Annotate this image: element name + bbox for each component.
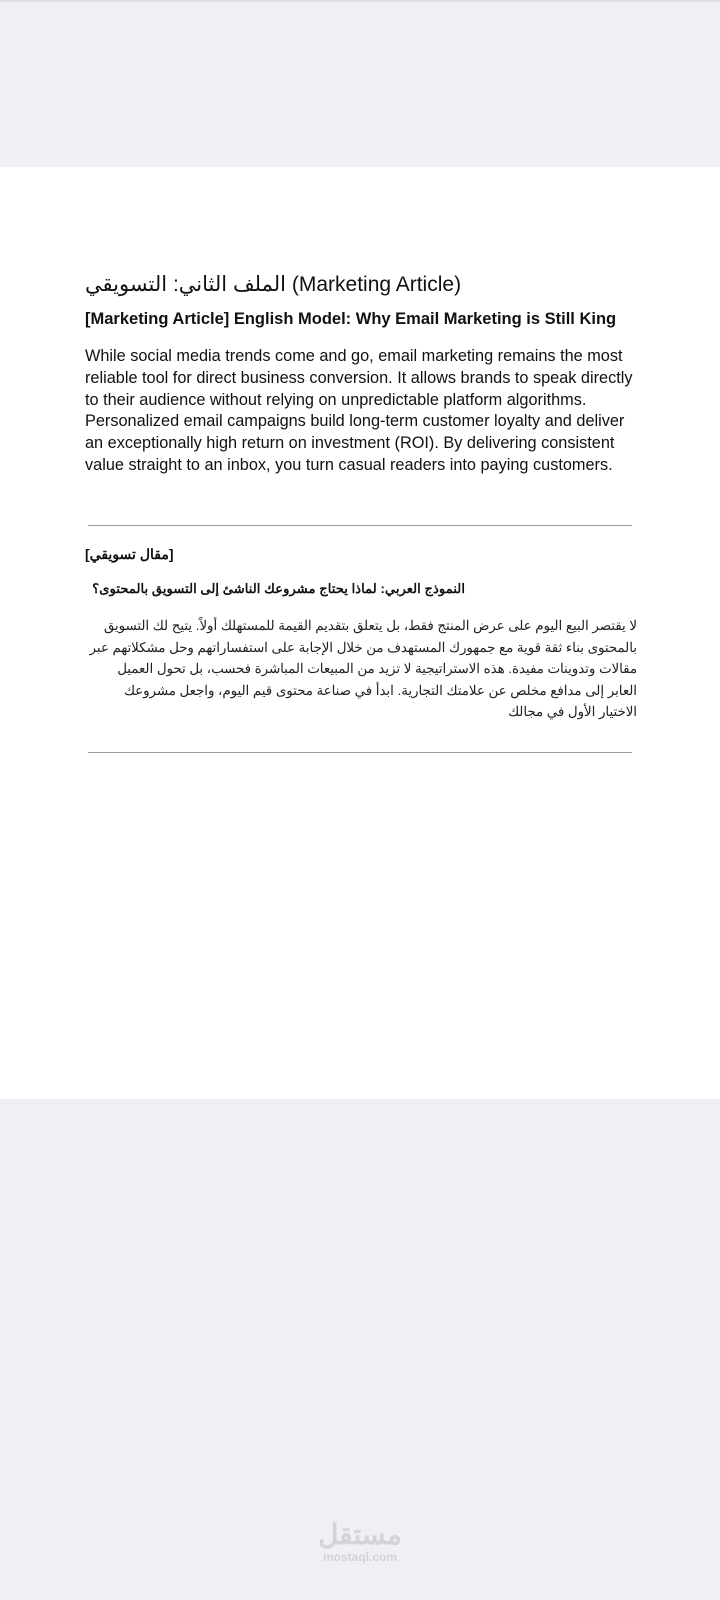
top-edge [0, 0, 720, 3]
arabic-article-body: لا يقتصر البيع اليوم على عرض المنتج فقط، بل يتعلق بتقديم القيمة للمستهلك أولاً. يتيح لك التسويق بالمحتوى بناء ثقة قوية مع جمهورك المستهدف من خلال الإجابة على استفساراتهم وحل مشكلاتهم عبر مقالات وتدوينات مفيدة. هذه الاستراتيجية لا تزيد من المبيعات المباشرة فحسب، بل تحول العميل العابر إلى مدافع مخلص عن علامتك التجارية. ابدأ في صناعة محتوى قيم اليوم، واجعل مشروعك الاختيار الأول في مجالك [89, 618, 637, 719]
arabic-article-title: النموذج العربي: لماذا يحتاج مشروعك الناشئ إلى التسويق بالمحتوى؟ [92, 581, 465, 596]
mostaql-watermark [300, 1520, 420, 1564]
watermark-arabic-logo: مستقل [318, 1519, 402, 1550]
english-article-title: [Marketing Article] English Model: Why Email Marketing is Still King [85, 310, 617, 328]
watermark-latin-logo: mostaql.com [322, 1550, 397, 1564]
arabic-article-label: [مقال تسويقي] [85, 546, 174, 562]
section-divider-end [88, 752, 632, 753]
english-article-body: While social media trends come and go, email marketing remains the most reliable tool for direct business conversion. It allows brands to speak directly to their audience without relying on unpredictable platform algorithms. Personalized email campaigns build long-term customer loyalty and deliver an exceptionally high return on investment (ROI). By delivering consistent value straight to an inbox, you turn casual readers into paying customers. [85, 347, 633, 474]
section-divider [88, 525, 632, 526]
document-page[interactable] [0, 167, 720, 1099]
document-heading: الملف الثاني: التسويقي (Marketing Article) [85, 273, 462, 296]
